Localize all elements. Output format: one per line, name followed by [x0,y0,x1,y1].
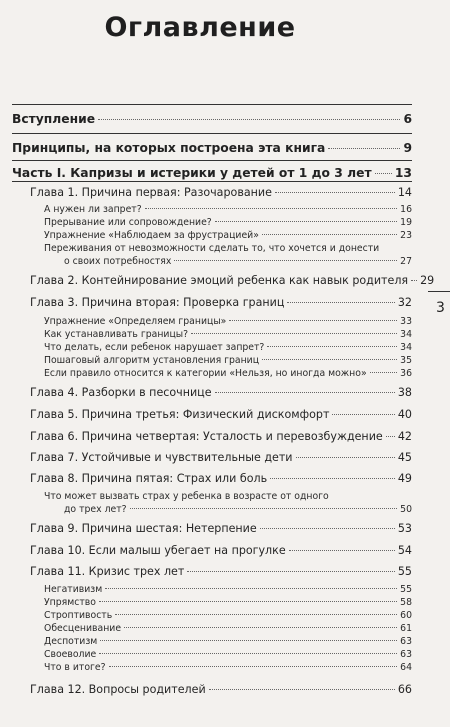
leader-dots [370,372,398,373]
toc-part-heading [12,166,412,180]
toc-entry-page: 34 [400,342,412,353]
toc-entry-page: 55 [397,565,412,578]
toc-entry [30,430,412,443]
toc-entry-title: Глава 9. Причина шестая: Нетерпение [30,522,257,535]
toc-entry-title: Как устанавливать границы? [44,329,189,340]
toc-entry-title: Деспотизм [44,636,98,647]
toc-entry-page: 66 [397,683,412,696]
toc-entry-title: Обесценивание [44,623,122,634]
leader-dots [145,208,398,209]
divider [12,181,412,182]
toc-entry-page: 23 [400,230,412,241]
toc-entry-title: Глава 10. Если малыш убегает на прогулке [30,544,286,557]
page-number: 3 [436,300,445,316]
toc-subentry [44,636,412,647]
leader-dots [99,601,397,602]
toc-entry-page: 35 [400,355,412,366]
toc-entry-page: 36 [400,368,412,379]
toc-entry-page: 54 [397,544,412,557]
toc-entry-page: 27 [400,256,412,267]
toc-subentry [44,217,412,228]
toc-subentry [44,204,412,215]
toc-entry-page: 53 [397,522,412,535]
toc-entry-page: 64 [400,662,412,673]
toc-entry-title: Упражнение «Определяем границы» [44,316,227,327]
toc-subentry [44,649,412,660]
toc-entry [30,408,412,421]
leader-dots [215,221,397,222]
leader-dots [411,280,417,281]
toc-subentry [44,610,412,621]
leader-dots [105,588,397,589]
toc-entry-title: Глава 11. Кризис трех лет [30,565,185,578]
toc-entry-title: Упрямство [44,597,96,608]
toc-entry-page: 13 [394,166,412,180]
leader-dots [332,414,394,415]
divider [12,160,412,161]
toc-entry [30,522,412,535]
toc-entry-page: 6 [403,112,412,126]
toc-entry-title: Глава 2. Контейнирование эмоций ребенка как навык родителя [30,274,409,287]
toc-entry-page: 60 [400,610,412,621]
toc-entry [30,386,412,399]
leader-dots [124,627,397,628]
toc-subentry [44,230,412,241]
toc-entry [30,186,412,199]
toc-subentry [44,623,412,634]
toc-entry-title: Глава 12. Вопросы родителей [30,683,206,696]
toc-entry-page: 45 [397,451,412,464]
toc-entry-title: Своеволие [44,649,97,660]
toc-entry-title-cont: о своих потребностях [64,256,172,267]
leader-dots [98,119,400,120]
toc-entry-page: 16 [400,204,412,215]
leader-dots [386,436,395,437]
leader-dots [100,640,397,641]
page-title: Оглавление [104,12,296,43]
leader-dots [287,302,394,303]
toc-entry-page: 32 [397,296,412,309]
toc-entry [12,141,412,155]
leader-dots [229,320,397,321]
toc-entry-title: Глава 3. Причина вторая: Проверка границ [30,296,285,309]
toc-subentry [64,256,412,267]
leader-dots [289,550,395,551]
toc-entry-title: Глава 1. Причина первая: Разочарование [30,186,272,199]
leader-dots [296,457,395,458]
toc-entry-title: Глава 7. Устойчивые и чувствительные дети [30,451,293,464]
leader-dots [109,666,398,667]
divider [12,133,412,134]
toc-entry-page: 42 [397,430,412,443]
toc-subentry [44,368,412,379]
toc-entry-page: 9 [403,141,412,155]
toc-entry-title: Глава 4. Разборки в песочнице [30,386,212,399]
page-number-rule [428,291,450,292]
toc-entry-page: 49 [397,472,412,485]
toc-entry-page: 58 [400,597,412,608]
leader-dots [260,528,395,529]
leader-dots [130,508,398,509]
toc-entry [30,274,435,287]
toc-entry-page: 38 [397,386,412,399]
toc-subentry [44,584,412,595]
leader-dots [215,392,395,393]
toc-entry-title: Часть I. Капризы и истерики у детей от 1 до 3 лет [12,166,372,180]
toc-entry-title: Прерывание или сопровождение? [44,217,212,228]
toc-entry [30,565,412,578]
toc-entry-title: Глава 8. Причина пятая: Страх или боль [30,472,268,485]
toc-entry-title: Что в итоге? [44,662,106,673]
leader-dots [174,260,397,261]
toc-entry-page: 40 [397,408,412,421]
toc-subentry [64,504,412,515]
toc-entry [30,472,412,485]
toc-entry-page: 14 [397,186,412,199]
leader-dots [209,689,395,690]
leader-dots [275,192,395,193]
toc-entry-title-cont: до трех лет? [64,504,127,515]
toc-entry-page: 55 [400,584,412,595]
toc-entry [12,112,412,126]
toc-entry-title: Принципы, на которых построена эта книга [12,141,326,155]
toc-entry-page: 63 [400,649,412,660]
toc-subentry [44,329,412,340]
toc-entry [30,296,412,309]
toc-entry [30,544,412,557]
divider [12,104,412,105]
toc-entry-page: 19 [400,217,412,228]
toc-subentry-line1: Что может вызвать страх у ребенка в возрасте от одного [44,491,329,502]
toc-entry [30,451,412,464]
toc-entry-page: 61 [400,623,412,634]
toc-subentry [44,316,412,327]
toc-subentry [44,597,412,608]
leader-dots [328,148,400,149]
leader-dots [267,346,397,347]
toc-entry-title: А нужен ли запрет? [44,204,142,215]
toc-subentry [44,342,412,353]
toc-entry-title: Вступление [12,112,96,126]
toc-entry-title: Глава 6. Причина четвертая: Усталость и перевозбуждение [30,430,383,443]
toc-entry-title: Если правило относится к категории «Нельзя, но иногда можно» [44,368,367,379]
toc-entry-title: Пошаговый алгоритм установления границ [44,355,260,366]
toc-entry-page: 50 [400,504,412,515]
toc-entry-title: Что делать, если ребенок нарушает запрет? [44,342,265,353]
leader-dots [187,571,395,572]
toc-entry-title: Упражнение «Наблюдаем за фрустрацией» [44,230,259,241]
toc-entry-page: 33 [400,316,412,327]
toc-entry-page: 29 [420,274,435,287]
toc-entry-title: Строптивость [44,610,113,621]
leader-dots [115,614,397,615]
leader-dots [375,173,392,174]
toc-subentry-line1: Переживания от невозможности сделать то, что хочется и донести [44,243,380,254]
leader-dots [262,359,397,360]
toc-entry-title: Негативизм [44,584,103,595]
toc-entry-page: 34 [400,329,412,340]
leader-dots [99,653,397,654]
toc-entry-page: 63 [400,636,412,647]
leader-dots [262,234,397,235]
toc-subentry [44,355,412,366]
toc-subentry [44,662,412,673]
leader-dots [191,333,397,334]
toc-entry-title: Глава 5. Причина третья: Физический дискомфорт [30,408,330,421]
leader-dots [270,478,395,479]
toc-entry [30,683,412,696]
